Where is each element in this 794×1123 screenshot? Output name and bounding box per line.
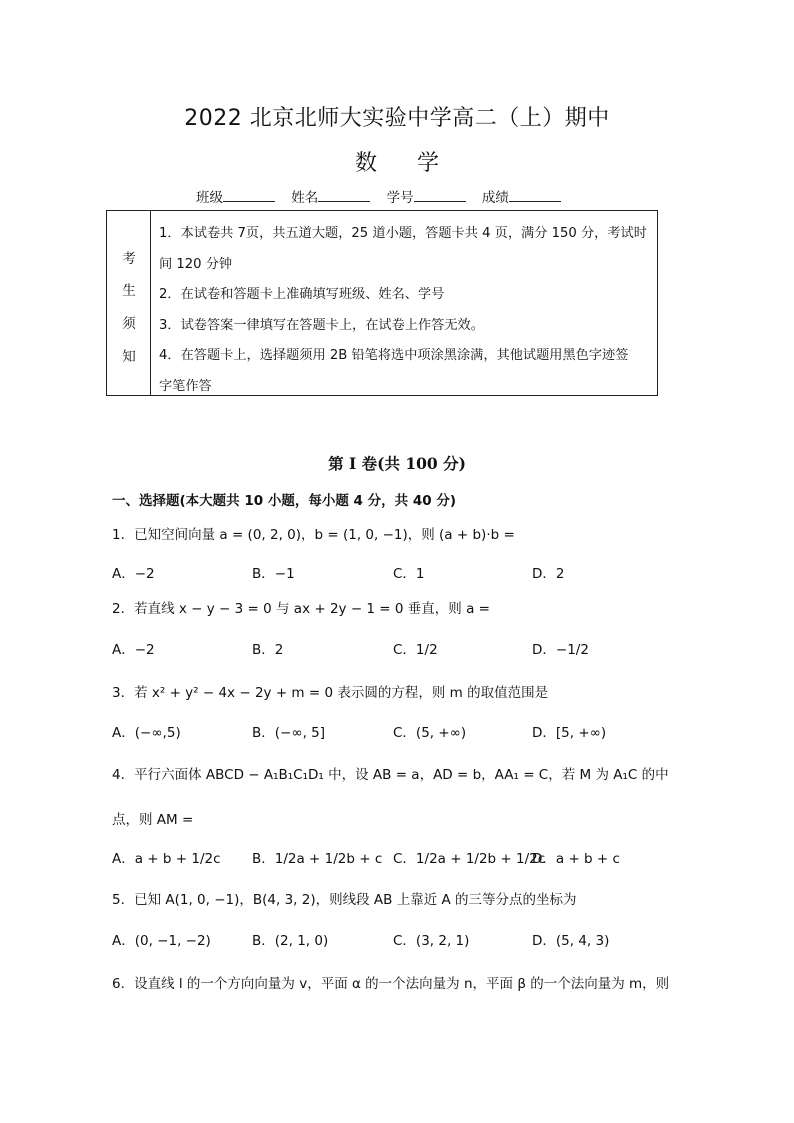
option-a: A．−2 <box>112 642 155 658</box>
notice-side-label <box>107 211 151 395</box>
question-1-stem: 1．已知空间向量 a = (0, 2, 0)，b = (1, 0, −1)，则 (a + b)·b = <box>112 527 515 543</box>
option-c: C．(3, 2, 1) <box>393 933 470 949</box>
option-b: B．2 <box>252 642 284 658</box>
name-field <box>291 186 370 206</box>
question-4-stem-continued: 点，则 AM = <box>112 812 194 828</box>
score-label: 成绩 <box>481 190 509 206</box>
question-2-stem: 2．若直线 x − y − 3 = 0 与 ax + 2y − 1 = 0 垂直，则 a = <box>112 601 490 617</box>
option-d: D．[5, +∞) <box>532 725 607 741</box>
exam-title: 2022 北京北师大实验中学高二（上）期中 <box>184 106 610 131</box>
option-c: C．(5, +∞) <box>393 725 467 741</box>
exam-notice-box <box>106 210 658 396</box>
part-title: 一、选择题(本大题共 10 小题，每小题 4 分，共 40 分) <box>112 493 457 509</box>
name-label: 姓名 <box>291 190 319 206</box>
question-5-stem: 5．已知 A(1, 0, −1)，B(4, 3, 2)，则线段 AB 上靠近 A 的三等分点的坐标为 <box>112 892 577 908</box>
student-info-fields <box>196 186 573 206</box>
option-c: C．1/2 <box>393 642 438 658</box>
notice-line: 间 120 分钟 <box>159 256 233 272</box>
notice-side-char: 考 <box>122 251 136 267</box>
notice-line: 3．试卷答案一律填写在答题卡上，在试卷上作答无效。 <box>159 317 484 333</box>
name-blank <box>318 189 370 202</box>
notice-side-char: 知 <box>122 349 136 365</box>
option-b: B．1/2a + 1/2b + c <box>252 851 383 867</box>
option-a: A．a + b + 1/2c <box>112 851 221 867</box>
score-field <box>482 186 561 206</box>
option-b: B．(−∞, 5] <box>252 725 326 741</box>
question-4-stem: 4．平行六面体 ABCD − A₁B₁C₁D₁ 中，设 AB = a，AD = b，AA₁ = C，若 M 为 A₁C 的中 <box>112 767 669 783</box>
notice-line: 字笔作答 <box>159 378 212 394</box>
class-field <box>196 186 275 206</box>
subject-title: 数学 <box>354 151 479 176</box>
notice-line: 4．在答题卡上，选择题须用 2B 铅笔将选中项涂黑涂满，其他试题用黑色字迹签 <box>159 348 629 363</box>
option-b: B．(2, 1, 0) <box>252 933 329 949</box>
notice-body <box>159 219 653 402</box>
student-id-label: 学号 <box>386 190 414 206</box>
option-a: A．(0, −1, −2) <box>112 933 211 949</box>
option-c: C．1/2a + 1/2b + 1/2c <box>393 851 546 867</box>
option-d: D．−1/2 <box>532 642 589 658</box>
option-c: C．1 <box>393 566 425 582</box>
option-a: A．(−∞,5) <box>112 725 181 741</box>
notice-side-char: 须 <box>122 316 136 332</box>
question-6-stem: 6．设直线 l 的一个方向向量为 v，平面 α 的一个法向量为 n，平面 β 的一个法向量为 m，则 <box>112 976 670 992</box>
option-d: D．(5, 4, 3) <box>532 933 610 949</box>
class-blank <box>223 189 275 202</box>
student-id-field <box>387 186 466 206</box>
notice-line: 1．本试卷共 7页，共五道大题，25 道小题，答题卡共 4 页，满分 150 分，考试时 <box>159 226 647 241</box>
option-d: D．2 <box>532 566 565 582</box>
question-3-stem: 3．若 x² + y² − 4x − 2y + m = 0 表示圆的方程，则 m 的取值范围是 <box>112 685 549 701</box>
class-label: 班级 <box>196 190 223 206</box>
option-b: B．−1 <box>252 566 295 582</box>
section-title: 第 I 卷(共 100 分) <box>328 454 466 473</box>
notice-side-char: 生 <box>122 283 136 299</box>
option-a: A．−2 <box>112 566 155 582</box>
option-d: D．a + b + c <box>532 851 620 867</box>
student-id-blank <box>414 189 466 202</box>
notice-line: 2．在试卷和答题卡上准确填写班级、姓名、学号 <box>159 287 445 302</box>
score-blank <box>509 189 561 202</box>
